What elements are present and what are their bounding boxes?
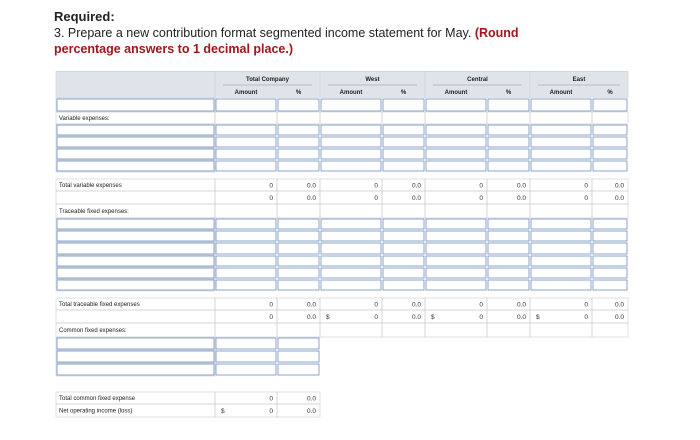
value-cell — [530, 323, 592, 337]
amount-input-cell[interactable] — [531, 137, 591, 147]
value-cell — [215, 112, 277, 124]
amount-input-cell[interactable] — [426, 280, 486, 290]
percent-value: 0.0 — [516, 194, 526, 202]
amount-value: 0 — [479, 194, 483, 202]
amount-input-cell[interactable] — [383, 149, 424, 159]
row-label-total-traceable-fixed-expenses: Total traceable fixed expenses — [59, 302, 140, 309]
amount-input-cell[interactable] — [383, 256, 424, 266]
group-header-3: East — [572, 77, 586, 83]
value-cell — [320, 112, 382, 124]
row-label-total-common-fixed-expense: Total common fixed expense — [59, 396, 136, 403]
row-label-input[interactable] — [57, 231, 214, 241]
value-cell — [277, 204, 320, 218]
value-cell — [530, 204, 592, 218]
row-label-common-fixed-expenses: Common fixed expenses: — [59, 328, 127, 335]
value-cell — [215, 392, 277, 404]
amount-value: 0 — [584, 182, 588, 190]
group-header-0: Total Company — [246, 77, 289, 83]
value-cell — [592, 323, 628, 337]
amount-input-cell[interactable] — [321, 149, 381, 159]
percent-value: 0.0 — [306, 395, 316, 403]
value-cell — [215, 204, 277, 218]
row-label-input[interactable] — [57, 280, 214, 290]
value-cell — [215, 323, 277, 337]
amount-input-cell[interactable] — [531, 268, 591, 278]
amount-input-cell[interactable] — [216, 280, 276, 290]
amount-input-cell[interactable] — [488, 231, 529, 241]
percent-value: 0.0 — [614, 194, 624, 202]
amount-input-cell[interactable] — [383, 243, 424, 254]
amount-value: 0 — [374, 194, 378, 202]
amount-value: 0 — [584, 313, 588, 321]
amount-input-cell[interactable] — [383, 231, 424, 241]
value-cell — [320, 179, 382, 191]
percent-value: 0.0 — [306, 194, 316, 202]
amount-input-cell[interactable] — [216, 137, 276, 147]
amount-input-cell[interactable] — [278, 137, 319, 147]
amount-header-2: Amount — [444, 90, 468, 96]
amount-input-cell[interactable] — [216, 243, 276, 254]
value-cell — [425, 204, 487, 218]
value-cell — [320, 323, 382, 337]
rounding-note-a: (Round — [474, 26, 519, 40]
amount-input-cell[interactable] — [321, 231, 381, 241]
percent-value: 0.0 — [306, 407, 316, 415]
amount-input-cell[interactable] — [593, 231, 627, 241]
row-label-input[interactable] — [57, 99, 214, 111]
percent-header-3: % — [607, 90, 613, 96]
amount-input-cell[interactable] — [278, 280, 319, 290]
amount-input-cell[interactable] — [531, 125, 591, 135]
amount-input-cell[interactable] — [593, 99, 627, 111]
row-label-total-variable-expenses: Total variable expenses — [59, 183, 122, 190]
value-cell — [425, 298, 487, 310]
value-cell — [215, 191, 277, 204]
amount-input-cell[interactable] — [383, 137, 424, 147]
amount-input-cell[interactable] — [321, 268, 381, 278]
amount-input-cell[interactable] — [593, 268, 627, 278]
amount-input-cell[interactable] — [216, 268, 276, 278]
row-label-cell — [56, 191, 215, 204]
amount-input-cell[interactable] — [531, 280, 591, 290]
amount-input-cell[interactable] — [216, 364, 276, 375]
amount-input-cell[interactable] — [278, 364, 319, 375]
amount-input-cell[interactable] — [426, 161, 486, 171]
value-cell — [425, 112, 487, 124]
amount-input-cell[interactable] — [531, 149, 591, 159]
percent-header-1: % — [400, 90, 407, 96]
percent-value: 0.0 — [614, 313, 624, 321]
value-cell — [530, 179, 592, 191]
amount-input-cell[interactable] — [426, 268, 486, 278]
amount-input-cell[interactable] — [593, 161, 627, 171]
value-cell — [530, 298, 592, 310]
amount-input-cell[interactable] — [531, 243, 591, 254]
amount-value: 0 — [374, 182, 378, 190]
amount-value: 0 — [269, 194, 273, 202]
value-cell — [382, 112, 425, 124]
row-label-input[interactable] — [57, 137, 214, 147]
amount-input-cell[interactable] — [383, 219, 424, 229]
amount-value: 0 — [479, 313, 483, 321]
amount-input-cell[interactable] — [488, 268, 529, 278]
amount-input-cell[interactable] — [426, 99, 486, 111]
group-header-1: West — [365, 77, 380, 83]
amount-input-cell[interactable] — [531, 219, 591, 229]
amount-input-cell[interactable] — [216, 256, 276, 266]
value-cell — [215, 179, 277, 191]
percent-value: 0.0 — [516, 313, 526, 321]
value-cell — [277, 323, 320, 337]
group-header-2: Central — [467, 77, 488, 83]
amount-input-cell[interactable] — [278, 256, 319, 266]
amount-input-cell[interactable] — [593, 125, 627, 135]
dollar-sign: $ — [221, 407, 225, 415]
amount-input-cell[interactable] — [216, 338, 276, 349]
percent-value: 0.0 — [614, 182, 624, 190]
percent-value: 0.0 — [411, 301, 421, 309]
row-label-input[interactable] — [57, 125, 214, 135]
amount-input-cell[interactable] — [321, 243, 381, 254]
row-label-input[interactable] — [57, 161, 214, 171]
amount-input-cell[interactable] — [278, 231, 319, 241]
row-label-variable-expenses: Variable expenses: — [59, 116, 110, 123]
amount-value: 0 — [479, 182, 483, 190]
value-cell — [277, 112, 320, 124]
amount-input-cell[interactable] — [216, 231, 276, 241]
amount-input-cell[interactable] — [216, 351, 276, 362]
amount-input-cell[interactable] — [593, 280, 627, 290]
amount-input-cell[interactable] — [321, 219, 381, 229]
amount-input-cell[interactable] — [488, 161, 529, 171]
amount-value: 0 — [584, 301, 588, 309]
amount-input-cell[interactable] — [488, 280, 529, 290]
amount-input-cell[interactable] — [216, 161, 276, 171]
amount-input-cell[interactable] — [593, 243, 627, 254]
amount-input-cell[interactable] — [593, 149, 627, 159]
amount-value: 0 — [269, 407, 273, 415]
amount-input-cell[interactable] — [278, 338, 319, 349]
amount-input-cell[interactable] — [426, 219, 486, 229]
value-cell — [320, 191, 382, 204]
amount-input-cell[interactable] — [426, 149, 486, 159]
requirement-line: 3. Prepare a new contribution format segmented income statement for May. — [54, 26, 472, 40]
value-cell — [320, 298, 382, 310]
amount-value: 0 — [269, 301, 273, 309]
value-cell — [530, 112, 592, 124]
value-cell — [487, 323, 530, 337]
amount-value: 0 — [584, 194, 588, 202]
amount-input-cell[interactable] — [383, 161, 424, 171]
amount-input-cell[interactable] — [488, 137, 529, 147]
amount-value: 0 — [269, 313, 273, 321]
amount-header-0: Amount — [234, 90, 258, 96]
amount-input-cell[interactable] — [488, 219, 529, 229]
value-cell — [425, 191, 487, 204]
row-label-net-operating-income: Net operating income (loss) — [59, 408, 133, 415]
amount-input-cell[interactable] — [278, 243, 319, 254]
amount-input-cell[interactable] — [321, 137, 381, 147]
value-cell — [425, 179, 487, 191]
percent-value: 0.0 — [411, 194, 421, 202]
amount-input-cell[interactable] — [488, 99, 529, 111]
amount-input-cell[interactable] — [426, 243, 486, 254]
row-label-input[interactable] — [57, 364, 214, 375]
row-label-input[interactable] — [57, 219, 214, 229]
percent-header-0: % — [295, 90, 302, 96]
percent-value: 0.0 — [306, 313, 316, 321]
header-top-edge — [56, 71, 628, 72]
row-label-input[interactable] — [57, 338, 214, 349]
amount-input-cell[interactable] — [426, 231, 486, 241]
value-cell — [425, 323, 487, 337]
amount-value: 0 — [374, 301, 378, 309]
amount-input-cell[interactable] — [488, 125, 529, 135]
amount-input-cell[interactable] — [216, 149, 276, 159]
row-label-input[interactable] — [57, 268, 214, 278]
row-label-input[interactable] — [57, 243, 214, 254]
amount-input-cell[interactable] — [278, 268, 319, 278]
value-cell — [592, 204, 628, 218]
amount-input-cell[interactable] — [278, 219, 319, 229]
amount-input-cell[interactable] — [531, 161, 591, 171]
amount-input-cell[interactable] — [216, 125, 276, 135]
amount-input-cell[interactable] — [488, 256, 529, 266]
amount-value: 0 — [374, 313, 378, 321]
percent-value: 0.0 — [516, 301, 526, 309]
amount-input-cell[interactable] — [278, 125, 319, 135]
amount-input-cell[interactable] — [531, 231, 591, 241]
rounding-note-b: percentage answers to 1 decimal place.) — [54, 42, 293, 56]
amount-input-cell[interactable] — [383, 268, 424, 278]
amount-input-cell[interactable] — [278, 161, 319, 171]
amount-input-cell[interactable] — [383, 280, 424, 290]
value-cell — [215, 310, 277, 323]
amount-input-cell[interactable] — [321, 161, 381, 171]
percent-value: 0.0 — [306, 182, 316, 190]
percent-header-2: % — [505, 90, 512, 96]
amount-input-cell[interactable] — [531, 99, 591, 111]
amount-input-cell[interactable] — [321, 280, 381, 290]
value-cell — [487, 112, 530, 124]
amount-input-cell[interactable] — [278, 351, 319, 362]
amount-input-cell[interactable] — [383, 125, 424, 135]
amount-input-cell[interactable] — [593, 256, 627, 266]
amount-input-cell[interactable] — [216, 219, 276, 229]
amount-input-cell[interactable] — [426, 125, 486, 135]
amount-value: 0 — [269, 182, 273, 190]
row-label-cell — [56, 310, 215, 323]
amount-input-cell[interactable] — [278, 99, 319, 111]
amount-input-cell[interactable] — [593, 219, 627, 229]
dollar-sign: $ — [536, 313, 540, 321]
amount-header-3: Amount — [549, 90, 573, 96]
percent-value: 0.0 — [516, 182, 526, 190]
row-label-input[interactable] — [57, 149, 214, 159]
required-heading: Required: — [54, 9, 115, 24]
amount-header-1: Amount — [339, 90, 363, 96]
amount-value: 0 — [269, 395, 273, 403]
value-cell — [320, 204, 382, 218]
value-cell — [592, 112, 628, 124]
row-label-input[interactable] — [57, 351, 214, 362]
value-cell — [382, 204, 425, 218]
amount-input-cell[interactable] — [488, 243, 529, 254]
amount-input-cell[interactable] — [488, 149, 529, 159]
amount-input-cell[interactable] — [216, 99, 276, 111]
row-label-input[interactable] — [57, 256, 214, 266]
value-cell — [215, 298, 277, 310]
percent-value: 0.0 — [614, 301, 624, 309]
row-label-traceable-fixed-expenses: Traceable fixed expenses: — [59, 209, 129, 216]
dollar-sign: $ — [326, 313, 330, 321]
percent-value: 0.0 — [411, 313, 421, 321]
amount-input-cell[interactable] — [321, 125, 381, 135]
value-cell — [487, 204, 530, 218]
percent-value: 0.0 — [411, 182, 421, 190]
value-cell — [382, 323, 425, 337]
amount-input-cell[interactable] — [531, 256, 591, 266]
percent-value: 0.0 — [306, 301, 316, 309]
amount-value: 0 — [479, 301, 483, 309]
dollar-sign: $ — [431, 313, 435, 321]
amount-input-cell[interactable] — [321, 99, 381, 111]
amount-input-cell[interactable] — [593, 137, 627, 147]
amount-input-cell[interactable] — [383, 99, 424, 111]
amount-input-cell[interactable] — [426, 256, 486, 266]
amount-input-cell[interactable] — [278, 149, 319, 159]
amount-input-cell[interactable] — [321, 256, 381, 266]
value-cell — [530, 191, 592, 204]
amount-input-cell[interactable] — [426, 137, 486, 147]
